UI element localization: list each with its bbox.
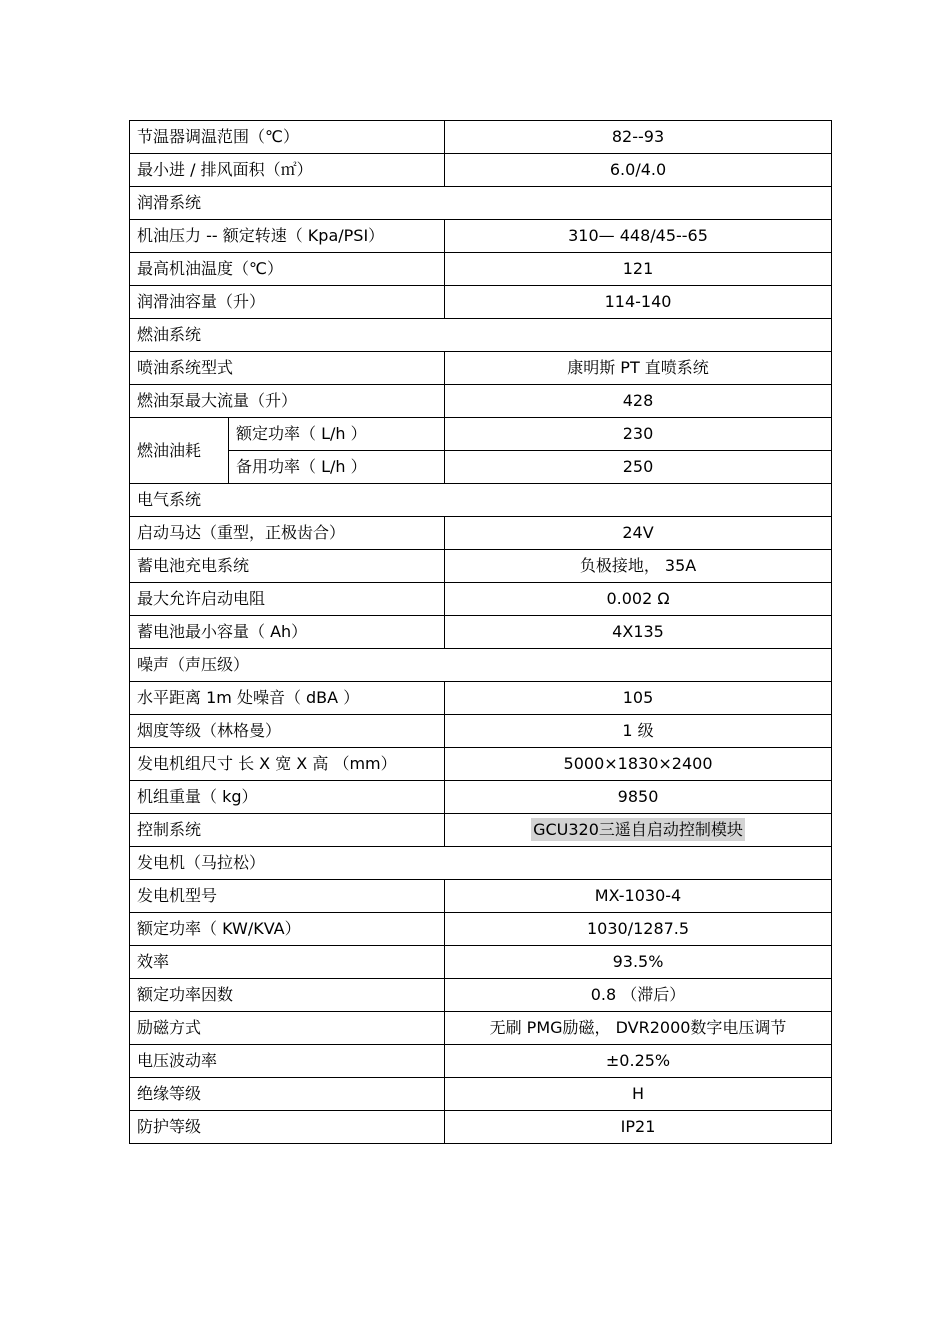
spec-label: 绝缘等级 (130, 1078, 445, 1111)
spec-label: 喷油系统型式 (130, 352, 445, 385)
table-row (130, 253, 832, 286)
spec-label: 最大允许启动电阻 (130, 583, 445, 616)
spec-value: MX-1030-4 (445, 880, 832, 913)
spec-label: 发电机型号 (130, 880, 445, 913)
table-row (130, 121, 832, 154)
table-row (130, 682, 832, 715)
table-row (130, 220, 832, 253)
spec-label: 启动马达（重型，正极齿合） (130, 517, 445, 550)
table-row (130, 880, 832, 913)
spec-value: 1030/1287.5 (445, 913, 832, 946)
spec-value: 114-140 (445, 286, 832, 319)
table-row (130, 286, 832, 319)
table-row (130, 517, 832, 550)
table-row (130, 616, 832, 649)
spec-label: 水平距离 1m 处噪音（ dBA ） (130, 682, 445, 715)
section-row (130, 847, 832, 880)
table-row (130, 913, 832, 946)
spec-label: 额定功率因数 (130, 979, 445, 1012)
section-heading: 燃油系统 (130, 319, 832, 352)
section-heading: 电气系统 (130, 484, 832, 517)
spec-label: 发电机组尺寸 长 X 宽 X 高 （mm） (130, 748, 445, 781)
spec-value: H (445, 1078, 832, 1111)
spec-value: 24V (445, 517, 832, 550)
table-row (130, 583, 832, 616)
section-row (130, 649, 832, 682)
spec-value: 230 (445, 418, 832, 451)
spec-label: 效率 (130, 946, 445, 979)
table-row (130, 385, 832, 418)
spec-label: 额定功率（ KW/KVA） (130, 913, 445, 946)
spec-value: 250 (445, 451, 832, 484)
spec-label: 最高机油温度（℃） (130, 253, 445, 286)
section-heading: 发电机（马拉松） (130, 847, 832, 880)
section-row (130, 484, 832, 517)
spec-value: 0.002 Ω (445, 583, 832, 616)
spec-label: 蓄电池最小容量（ Ah） (130, 616, 445, 649)
section-heading: 润滑系统 (130, 187, 832, 220)
table-row (130, 1045, 832, 1078)
table-row (130, 550, 832, 583)
table-row (130, 979, 832, 1012)
table-row (130, 352, 832, 385)
spec-label: 机组重量（ kg） (130, 781, 445, 814)
spec-value: 康明斯 PT 直喷系统 (445, 352, 832, 385)
spec-label: 防护等级 (130, 1111, 445, 1144)
table-row (130, 715, 832, 748)
spec-label: 燃油泵最大流量（升） (130, 385, 445, 418)
spec-label: 备用功率（ L/h ） (229, 451, 445, 484)
spec-label: 机油压力 -- 额定转速（ Kpa/PSI） (130, 220, 445, 253)
spec-value: 93.5% (445, 946, 832, 979)
table-row (130, 814, 832, 847)
spec-label: 润滑油容量（升） (130, 286, 445, 319)
spec-value: 负极接地， 35A (445, 550, 832, 583)
spec-value: 9850 (445, 781, 832, 814)
spec-value: 1 级 (445, 715, 832, 748)
table-row (130, 946, 832, 979)
spec-label: 电压波动率 (130, 1045, 445, 1078)
spec-value: 121 (445, 253, 832, 286)
table-row (130, 1111, 832, 1144)
section-heading: 噪声（声压级） (130, 649, 832, 682)
spec-label: 最小进 / 排风面积（㎡） (130, 154, 445, 187)
spec-value: 无刷 PMG励磁， DVR2000数字电压调节 (445, 1012, 832, 1045)
table-row (130, 154, 832, 187)
group-label: 燃油油耗 (130, 418, 229, 484)
spec-value-cell (445, 814, 832, 847)
highlighted-value: GCU320三遥自启动控制模块 (533, 820, 743, 839)
spec-label: 控制系统 (130, 814, 445, 847)
table-row (130, 1012, 832, 1045)
spec-value: 4X135 (445, 616, 832, 649)
table-row (130, 451, 832, 484)
table-row (130, 418, 832, 451)
spec-value: 6.0/4.0 (445, 154, 832, 187)
spec-label: 烟度等级（林格曼） (130, 715, 445, 748)
generator-spec-table (129, 120, 832, 1144)
spec-value: 5000×1830×2400 (445, 748, 832, 781)
spec-label: 额定功率（ L/h ） (229, 418, 445, 451)
table-row (130, 781, 832, 814)
spec-label: 励磁方式 (130, 1012, 445, 1045)
spec-label: 蓄电池充电系统 (130, 550, 445, 583)
spec-label: 节温器调温范围（℃） (130, 121, 445, 154)
table-row (130, 1078, 832, 1111)
spec-value: 105 (445, 682, 832, 715)
spec-value: ±0.25% (445, 1045, 832, 1078)
spec-value: 310— 448/45--65 (445, 220, 832, 253)
spec-value: 428 (445, 385, 832, 418)
section-row (130, 187, 832, 220)
spec-value: 82--93 (445, 121, 832, 154)
section-row (130, 319, 832, 352)
spec-value: 0.8 （滞后） (445, 979, 832, 1012)
table-row (130, 748, 832, 781)
spec-value: IP21 (445, 1111, 832, 1144)
